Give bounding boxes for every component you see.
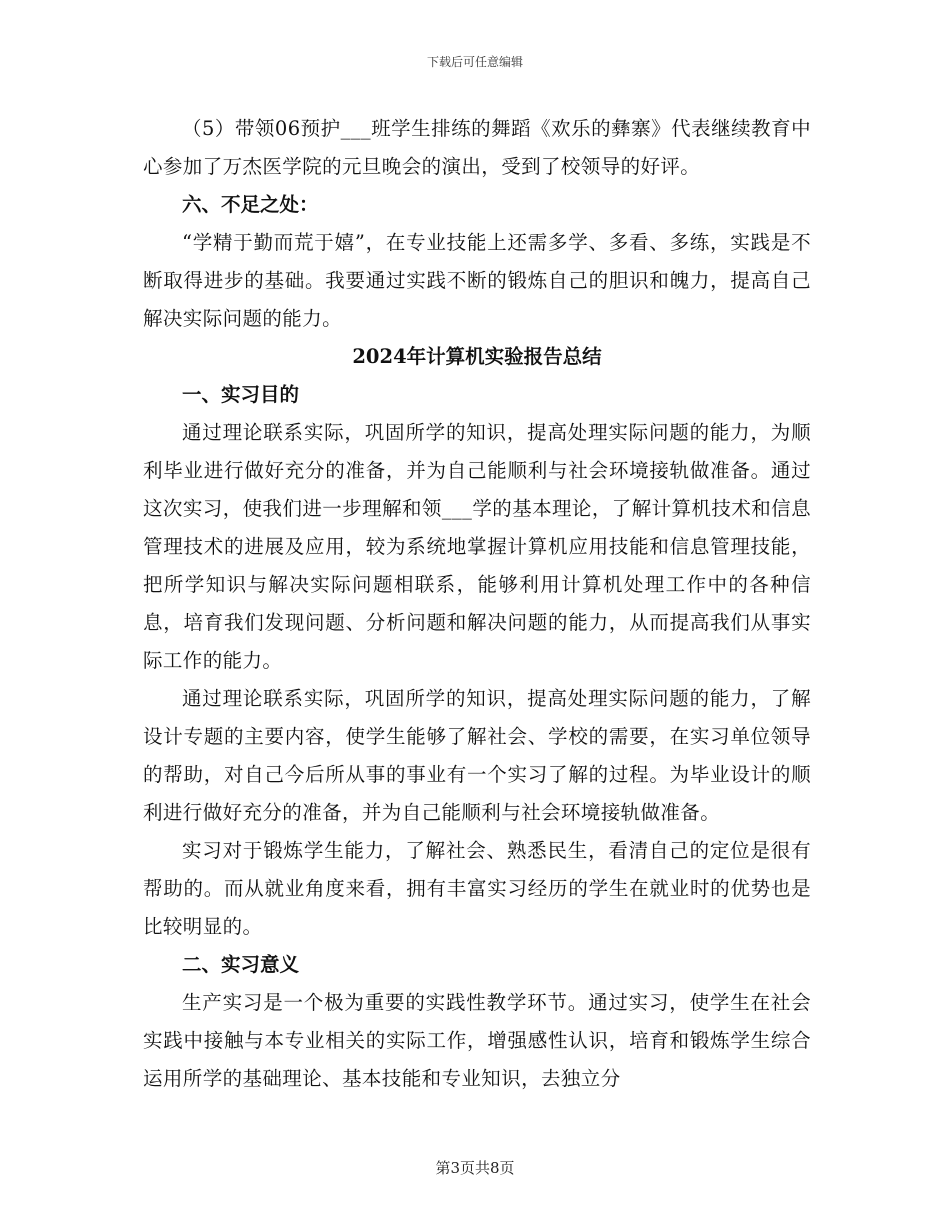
- page-header: 下载后可任意编辑: [426, 55, 523, 69]
- paragraph-significance: 生产实习是一个极为重要的实践性教学环节。通过实习，使学生在社会实践中接触与本专业相关的实际工作，增强感性认识，培育和锻炼学生综合运用所学的基础理论、基本技能和专业知识，去独立分: [143, 991, 811, 1090]
- section-heading-significance: 二、实习意义: [182, 953, 300, 976]
- paragraph-shortcomings: “学精于勤而荒于嬉”，在专业技能上还需多学、多看、多练，实践是不断取得进步的基础。我要通过实践不断的锻炼自己的胆识和魄力，提高自己解决实际问题的能力。: [143, 231, 811, 330]
- section-heading-purpose: 一、实习目的: [182, 383, 300, 406]
- section-heading-shortcomings: 六、不足之处：: [182, 193, 319, 216]
- paragraph-purpose-3: 实习对于锻炼学生能力，了解社会、熟悉民生，看清自己的定位是很有帮助的。而从就业角度来看，拥有丰富实习经历的学生在就业时的优势也是比较明显的。: [143, 839, 811, 938]
- document-body: [143, 110, 811, 1098]
- paragraph-purpose-2: 通过理论联系实际，巩固所学的知识，提高处理实际问题的能力，了解设计专题的主要内容，使学生能够了解社会、学校的需要，在实习单位领导的帮助，对自己今后所从事的事业有一个实习了解的过程。为毕业设计的顺利进行做好充分的准备，并为自己能顺利与社会环境接轨做准备。: [143, 687, 811, 824]
- page-number: 第3页共8页: [435, 1159, 515, 1177]
- paragraph-performance: （5）带领06预护___班学生排练的舞蹈《欢乐的彝寨》代表继续教育中心参加了万杰医学院的元旦晚会的演出，受到了校领导的好评。: [143, 117, 811, 178]
- document-title: 2024年计算机实验报告总结: [352, 345, 602, 368]
- paragraph-purpose-1: 通过理论联系实际，巩固所学的知识，提高处理实际问题的能力，为顺利毕业进行做好充分的准备，并为自己能顺利与社会环境接轨做准备。通过这次实习，使我们进一步理解和领___学的基本理论，了解计算机技术和信息管理技术的进展及应用，较为系统地掌握计算机应用技能和信息管理技能，把所学知识与解决实际问题相联系，能够利用计算机处理工作中的各种信息，培育我们发现问题、分析问题和解决问题的能力，从而提高我们从事实际工作的能力。: [143, 421, 811, 672]
